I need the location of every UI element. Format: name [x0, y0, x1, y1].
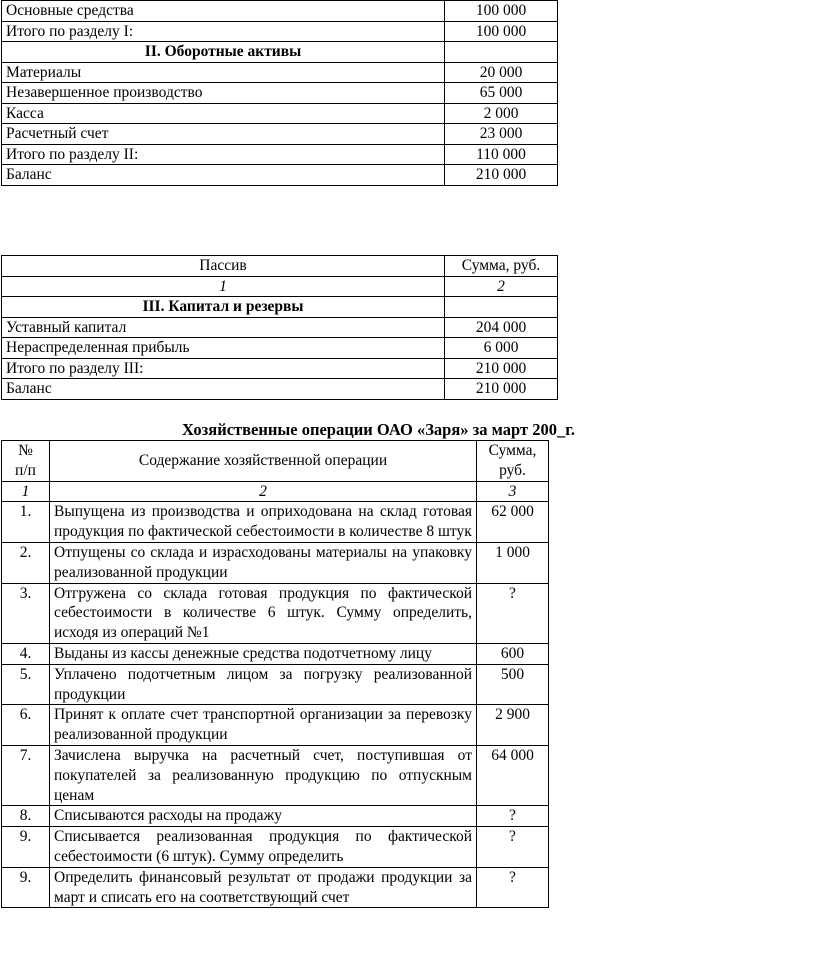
table-row — [2, 1, 558, 22]
empty-cell — [445, 42, 558, 63]
table-row — [2, 643, 549, 664]
header-number-line1: № — [18, 442, 33, 459]
empty-cell — [445, 297, 558, 318]
header-liabilities: Пассив — [2, 256, 445, 277]
table-row — [2, 542, 549, 583]
table-row — [2, 827, 549, 868]
operation-text: Списываются расходы на продажу — [50, 806, 477, 827]
item-amount: 23 000 — [445, 124, 558, 145]
operation-text: Списывается реализованная продукция по фактической себестоимости (6 штук). Сумму определить — [50, 827, 477, 868]
item-amount: 100 000 — [445, 1, 558, 22]
item-amount: 204 000 — [445, 317, 558, 338]
table-row — [2, 806, 549, 827]
operation-amount: 2 900 — [477, 705, 549, 746]
table-row — [2, 165, 558, 186]
item-amount: 6 000 — [445, 338, 558, 359]
liabilities-table — [1, 255, 558, 400]
header-row — [2, 441, 549, 482]
section-title: III. Капитал и резервы — [2, 297, 445, 318]
operation-amount: ? — [477, 583, 549, 643]
table-row — [2, 124, 558, 145]
table-row — [2, 583, 549, 643]
column-numbers-row — [2, 481, 549, 502]
table-row — [2, 358, 558, 379]
header-sum-line2: руб. — [499, 461, 526, 479]
column-number: 2 — [445, 276, 558, 297]
table-row — [2, 83, 558, 104]
operations-title: Хозяйственные операции ОАО «Заря» за март 200_г. — [182, 420, 575, 439]
table-row — [2, 502, 549, 543]
operation-text: Зачислена выручка на расчетный счет, поступившая от покупателей за реализованную продукцию по отпускным ценам — [50, 745, 477, 805]
header-number — [2, 441, 50, 482]
table-row — [2, 62, 558, 83]
item-amount: 210 000 — [445, 358, 558, 379]
table-row — [2, 338, 558, 359]
operation-number: 3. — [2, 583, 50, 643]
item-name: Касса — [2, 103, 445, 124]
operation-text: Выданы из кассы денежные средства подотчетному лицу — [50, 643, 477, 664]
table-row — [2, 21, 558, 42]
operation-amount: 62 000 — [477, 502, 549, 543]
item-amount: 65 000 — [445, 83, 558, 104]
header-sum — [477, 441, 549, 482]
operation-amount: 600 — [477, 643, 549, 664]
operation-text: Уплачено подотчетным лицом за погрузку реализованной продукции — [50, 664, 477, 705]
item-amount: 20 000 — [445, 62, 558, 83]
operation-number: 8. — [2, 806, 50, 827]
item-name: Баланс — [2, 165, 445, 186]
table-row — [2, 664, 549, 705]
column-number: 3 — [477, 481, 549, 502]
item-name: Итого по разделу I: — [2, 21, 445, 42]
table-row — [2, 867, 549, 908]
operation-number: 9. — [2, 827, 50, 868]
section-title: II. Оборотные активы — [2, 42, 445, 63]
operation-number: 9. — [2, 867, 50, 908]
item-name: Итого по разделу II: — [2, 144, 445, 165]
item-amount: 210 000 — [445, 165, 558, 186]
operation-number: 7. — [2, 745, 50, 805]
operation-amount: 500 — [477, 664, 549, 705]
item-name: Основные средства — [2, 1, 445, 22]
item-name: Незавершенное производство — [2, 83, 445, 104]
operation-text: Принят к оплате счет транспортной организации за перевозку реализованной продукции — [50, 705, 477, 746]
table-row — [2, 379, 558, 400]
operation-number: 4. — [2, 643, 50, 664]
item-name: Нераспределенная прибыль — [2, 338, 445, 359]
operation-text: Отпущены со склада и израсходованы материалы на упаковку реализованной продукции — [50, 542, 477, 583]
operation-number: 5. — [2, 664, 50, 705]
header-number-line2: п/п — [15, 461, 36, 479]
header-content: Содержание хозяйственной операции — [50, 441, 477, 482]
operation-amount: 64 000 — [477, 745, 549, 805]
table-row — [2, 745, 549, 805]
section-heading-row — [2, 42, 558, 63]
assets-table — [1, 0, 558, 186]
column-number: 1 — [2, 276, 445, 297]
column-number: 2 — [50, 481, 477, 502]
section-heading-row — [2, 297, 558, 318]
header-sum-line1: Сумма, — [488, 442, 537, 459]
header-row — [2, 256, 558, 277]
operation-text: Определить финансовый результат от продажи продукции за март и списать его на соответствующий счет — [50, 867, 477, 908]
table-row — [2, 705, 549, 746]
item-name: Итого по разделу III: — [2, 358, 445, 379]
table-row — [2, 144, 558, 165]
operation-text: Отгружена со склада готовая продукция по фактической себестоимости в количестве 6 штук. Сумму определить, исходя из операций №1 — [50, 583, 477, 643]
operations-table — [1, 440, 549, 908]
item-name: Материалы — [2, 62, 445, 83]
item-amount: 100 000 — [445, 21, 558, 42]
operation-number: 1. — [2, 502, 50, 543]
operation-number: 2. — [2, 542, 50, 583]
operation-number: 6. — [2, 705, 50, 746]
item-amount: 210 000 — [445, 379, 558, 400]
operation-amount: ? — [477, 827, 549, 868]
operation-amount: 1 000 — [477, 542, 549, 583]
item-amount: 110 000 — [445, 144, 558, 165]
header-sum: Сумма, руб. — [445, 256, 558, 277]
item-name: Уставный капитал — [2, 317, 445, 338]
column-number: 1 — [2, 481, 50, 502]
item-name: Расчетный счет — [2, 124, 445, 145]
table-row — [2, 317, 558, 338]
operation-text: Выпущена из производства и оприходована на склад готовая продукция по фактической себестоимости в количестве 8 штук — [50, 502, 477, 543]
column-numbers-row — [2, 276, 558, 297]
operation-amount: ? — [477, 806, 549, 827]
operation-amount: ? — [477, 867, 549, 908]
table-row — [2, 103, 558, 124]
item-amount: 2 000 — [445, 103, 558, 124]
item-name: Баланс — [2, 379, 445, 400]
